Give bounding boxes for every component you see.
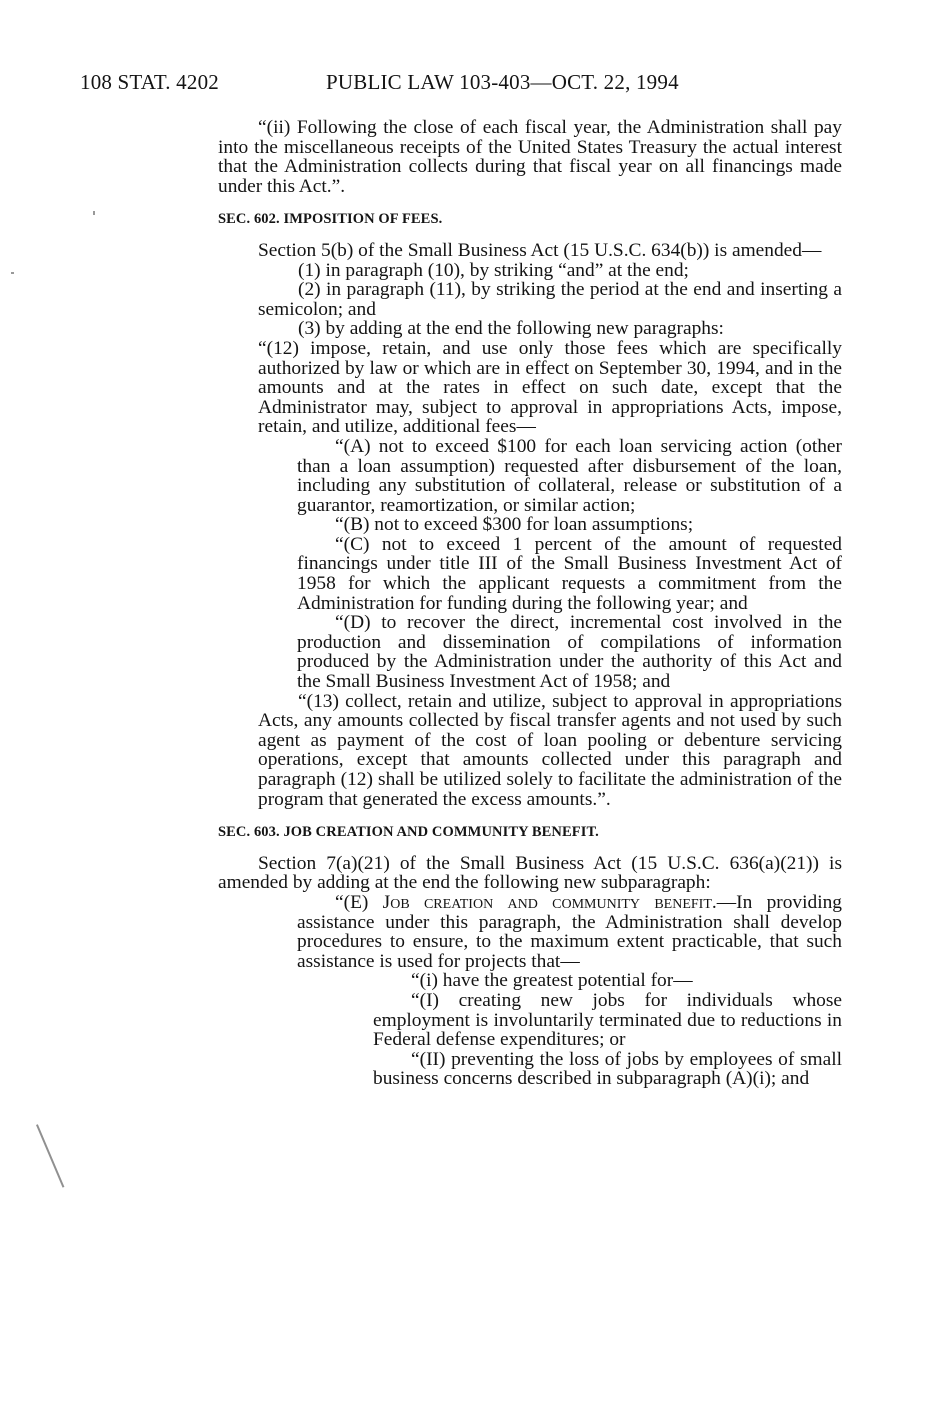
document-body xyxy=(218,118,842,1089)
subclause-II: “(II) preventing the loss of jobs by employees of small business concerns described in subparagraph (A)(i); and xyxy=(373,1048,842,1090)
scan-speck xyxy=(93,211,95,215)
fee-item-c: “(C) not to exceed 1 percent of the amount of requested financings under title III of the Small Business Investment Act of 1958 for which the applicant requests a commitment from the Administration for funding during the following year; and xyxy=(297,533,842,614)
subparagraph-e-text: —In providing assistance under this paragraph, the Administration shall develop procedures to ensure, to the maximum extent practicable, that such assistance is used for projects that— xyxy=(297,891,842,972)
section-602-heading: SEC. 602. IMPOSITION OF FEES. xyxy=(218,211,443,228)
new-paragraph-12: “(12) impose, retain, and use only those fees which are specifically authorized by law or which are in effect on September 30, 1994, and in the amounts and at the rates in effect on such date, except that the Administrator may, subject to approval in appropriations Acts, impose, retain, and utilize, additional fees— xyxy=(258,337,842,438)
section-603-intro: Section 7(a)(21) of the Small Business Act (15 U.S.C. 636(a)(21)) is amended by adding at the end the following new subparagraph: xyxy=(218,852,842,894)
fee-item-a: “(A) not to exceed $100 for each loan servicing action (other than a loan assumption) requested after disbursement of the loan, including any substitution of collateral, release or substitution of a guarantor, reamortization, or similar action; xyxy=(297,435,842,516)
amendment-item-2: (2) in paragraph (11), by striking the period at the end and inserting a semicolon; and xyxy=(258,279,842,320)
subparagraph-e xyxy=(297,893,842,971)
subparagraph-e-heading: “(E) Job creation and community benefit. xyxy=(335,891,717,913)
clause-i: “(i) have the greatest potential for— xyxy=(411,970,693,992)
running-header: PUBLIC LAW 103-403—OCT. 22, 1994 xyxy=(326,70,679,94)
amendment-item-3: (3) by adding at the end the following new paragraphs: xyxy=(298,318,724,340)
subclause-I: “(I) creating new jobs for individuals whose employment is involuntarily terminated due to reductions in Federal defense expenditures; or xyxy=(373,989,842,1051)
page-stat-number: 108 STAT. 4202 xyxy=(80,70,219,94)
section-602-intro: Section 5(b) of the Small Business Act (15 U.S.C. 634(b)) is amended— xyxy=(258,239,822,261)
amendment-item-1: (1) in paragraph (10), by striking “and” at the end; xyxy=(298,259,689,281)
scan-speck xyxy=(11,272,14,274)
section-603-heading: SEC. 603. JOB CREATION AND COMMUNITY BENEFIT. xyxy=(218,824,599,841)
margin-pencil-mark xyxy=(36,1124,64,1187)
fee-item-d: “(D) to recover the direct, incremental cost involved in the production and dissemination of compilations of information produced by the Administration under the authority of this Act and the Small Business Investment Act of 1958; and xyxy=(297,612,842,693)
paragraph-ii: “(ii) Following the close of each fiscal year, the Administration shall pay into the miscellaneous receipts of the United States Treasury the actual interest that the Administration collects during that fiscal year on all financings made under this Act.”. xyxy=(218,117,842,197)
fee-item-b: “(B) not to exceed $300 for loan assumptions; xyxy=(335,514,694,536)
new-paragraph-13: “(13) collect, retain and utilize, subject to approval in appropriations Acts, any amounts collected by fiscal transfer agents and not used by such agent as payment of the cost of loan pooling or debenture servicing operations, except that amounts collected under this paragraph and paragraph (12) shall be utilized solely to facilitate the administration of the program that generated the excess amounts.”. xyxy=(258,690,842,810)
